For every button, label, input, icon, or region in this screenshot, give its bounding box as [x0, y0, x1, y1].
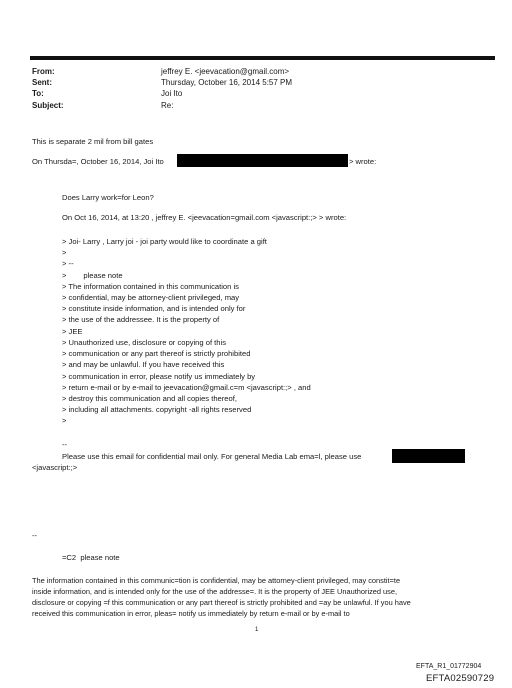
quoted-line: > destroy this communication and all copies thereof,	[62, 394, 237, 403]
quoted-line: > communication in error, please notify us immediately by	[62, 372, 256, 381]
disclaimer-line: The information contained in this communic=tion is confidential, may be attorney-client privileged, may constit=te	[32, 576, 401, 585]
to-label: To:	[32, 89, 44, 98]
body-line-1: This is separate 2 mil from bill gates	[32, 137, 154, 146]
on-thursday-suffix: > wrote:	[349, 157, 377, 166]
quoted-line: >	[62, 416, 67, 425]
page-number: 1	[255, 627, 259, 633]
redaction-box	[392, 449, 465, 463]
quoted-line: > including all attachments. copyright -all rights reserved	[62, 405, 252, 414]
quoted-line: > Joi- Larry , Larry joi - joi party would like to coordinate a gift	[62, 237, 267, 246]
signature-dashes: --	[62, 440, 68, 449]
quoted-line: > --	[62, 259, 74, 268]
quoted-line: > and may be unlawful. If you have received this	[62, 360, 225, 369]
disclaimer-line: received this communication in error, pleas= notify us immediately by return e-mail or by e-mail to	[32, 609, 350, 618]
on-oct-line: On Oct 16, 2014, at 13:20 , jeffrey E. <jeevacation=gmail.com <javascript:;> > wrote:	[62, 213, 347, 222]
redaction-box	[177, 154, 348, 167]
quoted-line: > The information contained in this communication is	[62, 282, 239, 291]
quoted-line: > the use of the addressee. It is the property of	[62, 315, 220, 324]
subject-label: Subject:	[32, 101, 64, 110]
quoted-line: > communication or any part thereof is strictly prohibited	[62, 349, 251, 358]
subject-value: Re:	[161, 101, 174, 110]
c2-note: =C2 please note	[62, 553, 120, 562]
to-value: Joi Ito	[161, 89, 183, 98]
on-thursday-prefix: On Thursda=, October 16, 2014, Joi Ito	[32, 157, 164, 166]
from-value: jeffrey E. <jeevacation@gmail.com>	[161, 67, 290, 76]
header-rule	[30, 56, 495, 60]
question-line: Does Larry work=for Leon?	[62, 193, 154, 202]
sent-label: Sent:	[32, 78, 52, 87]
quoted-line: > constitute inside information, and is intended only for	[62, 304, 246, 313]
quoted-line: > JEE	[62, 327, 83, 336]
signature-dashes: --	[32, 531, 38, 540]
quoted-line: > Unauthorized use, disclosure or copying of this	[62, 338, 226, 347]
quoted-line: > return e-mail or by e-mail to jeevacation@gmail.c=m <javascript:;> , and	[62, 383, 311, 392]
sent-value: Thursday, October 16, 2014 5:57 PM	[161, 78, 293, 87]
javascript-link-text: <javascript:;>	[32, 463, 78, 472]
quoted-line: >	[62, 248, 67, 257]
bates-id-large: EFTA02590729	[426, 673, 495, 684]
quoted-line: > confidential, may be attorney-client privileged, may	[62, 293, 240, 302]
quoted-line: > please note	[62, 271, 123, 280]
bates-id-small: EFTA_R1_01772904	[416, 663, 482, 670]
disclaimer-line: inside information, and is intended only for the use of the addresse=. It is the property of JEE Unauthorized use,	[32, 587, 398, 596]
from-label: From:	[32, 67, 55, 76]
media-lab-line: Please use this email for confidential mail only. For general Media Lab ema=l, please use	[62, 452, 362, 461]
disclaimer-line: disclosure or copying =f this communication or any part thereof is strictly prohibited and =ay be unlawful. If you have	[32, 598, 411, 607]
